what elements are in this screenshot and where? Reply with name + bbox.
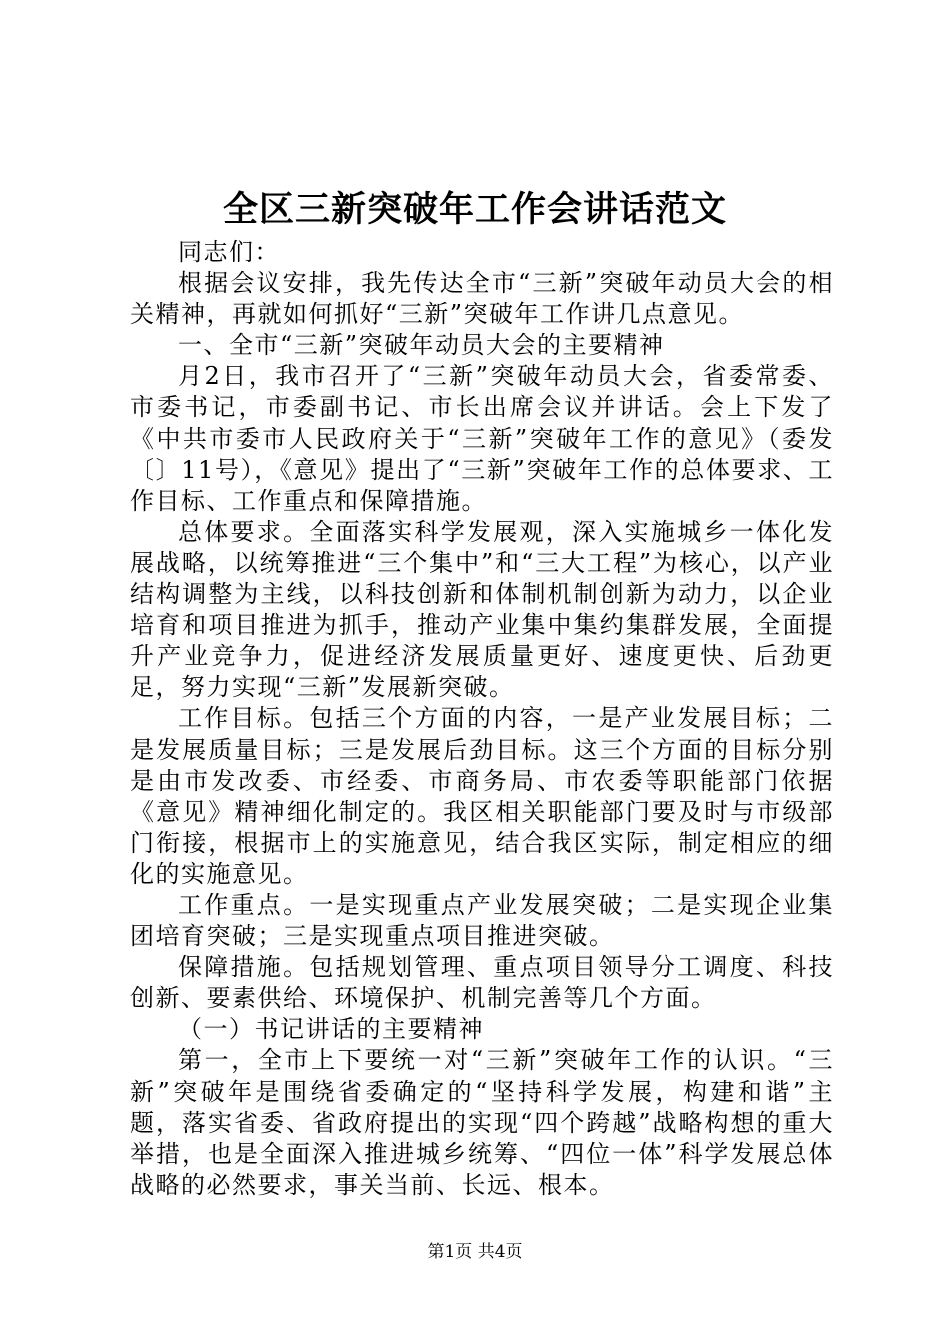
subsection-heading-1: （一）书记讲话的主要精神	[178, 1015, 484, 1044]
page-footer: 第1页 共4页	[427, 1242, 523, 1262]
first-point-paragraph: 第一，全市上下要统一对“三新”突破年工作的认识。“三新”突破年是围绕省委确定的“坚持科学发展，构建和谐”主题，落实省委、省政府提出的实现“四个跨越”战略构想的重大举措，也是全面深入推进城乡统筹、“四位一体”科学发展总体战略的必然要求，事关当前、长远、根本。	[130, 1046, 834, 1199]
meeting-paragraph: 月2日，我市召开了“三新”突破年动员大会，省委常委、市委书记，市委副书记、市长出席会议并讲话。会上下发了《中共市委市人民政府关于“三新”突破年工作的意见》（委发〔〕11号），《意见》提出了“三新”突破年工作的总体要求、工作目标、工作重点和保障措施。	[130, 362, 834, 515]
overall-requirements-paragraph: 总体要求。全面落实科学发展观，深入实施城乡一体化发展战略，以统筹推进“三个集中”和“三大工程”为核心，以产业结构调整为主线，以科技创新和体制机制创新为动力，以企业培育和项目推进为抓手，推动产业集中集约集群发展，全面提升产业竞争力，促进经济发展质量更好、速度更快、后劲更足，努力实现“三新”发展新突破。	[130, 517, 834, 702]
document-body	[130, 237, 834, 1201]
work-focus-paragraph: 工作重点。一是实现重点产业发展突破；二是实现企业集团培育突破；三是实现重点项目推进突破。	[130, 890, 834, 951]
intro-paragraph: 根据会议安排，我先传达全市“三新”突破年动员大会的相关精神，再就如何抓好“三新”突破年工作讲几点意见。	[130, 269, 834, 329]
salutation: 同志们：	[178, 238, 280, 266]
section-heading-1: 一、全市“三新”突破年动员大会的主要精神	[178, 331, 665, 360]
safeguards-paragraph: 保障措施。包括规划管理、重点项目领导分工调度、科技创新、要素供给、环境保护、机制完善等几个方面。	[130, 953, 834, 1013]
document-title: 全区三新突破年工作会讲话范文	[222, 189, 727, 230]
work-goals-paragraph: 工作目标。包括三个方面的内容，一是产业发展目标；二是发展质量目标；三是发展后劲目标。这三个方面的目标分别是由市发改委、市经委、市商务局、市农委等职能部门依据《意见》精神细化制定的。我区相关职能部门要及时与市级部门衔接，根据市上的实施意见，结合我区实际，制定相应的细化的实施意见。	[130, 704, 834, 888]
